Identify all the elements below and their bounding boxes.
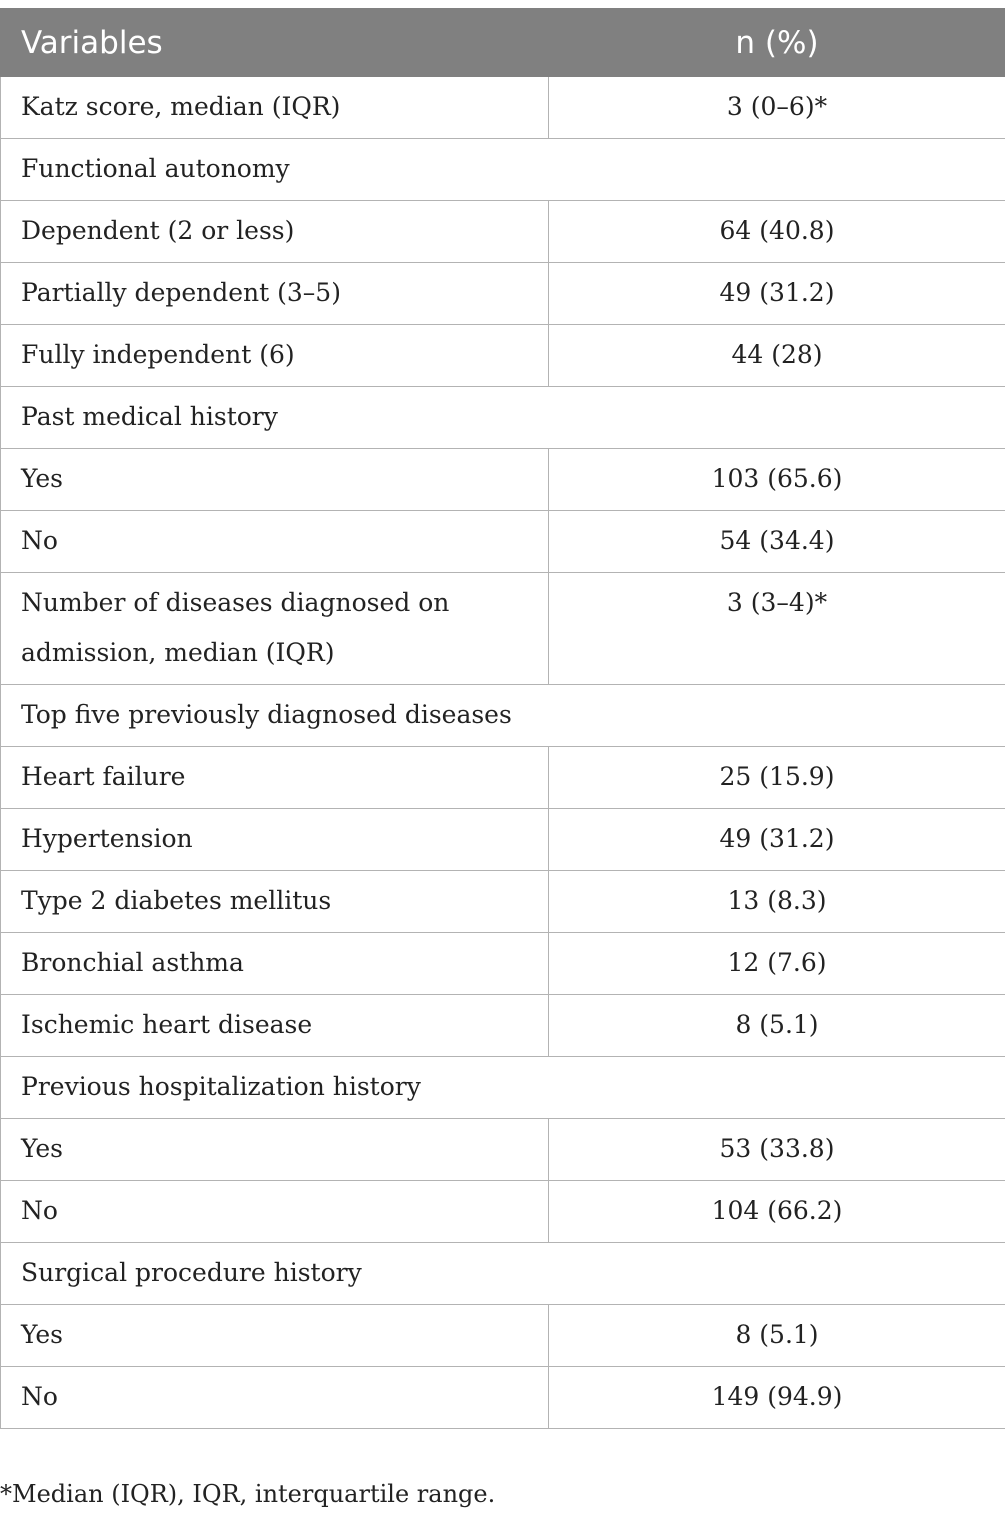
table-row bbox=[1, 1181, 1005, 1243]
row-label: Dependent (2 or less) bbox=[1, 201, 549, 263]
row-label: No bbox=[1, 1181, 549, 1243]
row-value: 8 (5.1) bbox=[549, 1305, 1005, 1367]
table-row bbox=[1, 511, 1005, 573]
row-label: Katz score, median (IQR) bbox=[1, 77, 549, 139]
row-label: Partially dependent (3–5) bbox=[1, 263, 549, 325]
row-value: 3 (3–4)* bbox=[549, 573, 1005, 685]
section-header-row bbox=[1, 1243, 1005, 1305]
table-row bbox=[1, 871, 1005, 933]
row-value: 44 (28) bbox=[549, 325, 1005, 387]
section-label: Functional autonomy bbox=[1, 139, 1005, 201]
table-footnote: *Median (IQR), IQR, interquartile range. bbox=[0, 1480, 496, 1508]
table-row bbox=[1, 1367, 1005, 1429]
row-value: 104 (66.2) bbox=[549, 1181, 1005, 1243]
row-label: Hypertension bbox=[1, 809, 549, 871]
section-label: Previous hospitalization history bbox=[1, 1057, 1005, 1119]
row-label: Type 2 diabetes mellitus bbox=[1, 871, 549, 933]
row-label: No bbox=[1, 1367, 549, 1429]
row-label: Ischemic heart disease bbox=[1, 995, 549, 1057]
row-label: Bronchial asthma bbox=[1, 933, 549, 995]
table-row bbox=[1, 573, 1005, 685]
table-row bbox=[1, 995, 1005, 1057]
table-row bbox=[1, 201, 1005, 263]
table-row bbox=[1, 1119, 1005, 1181]
row-label: Fully independent (6) bbox=[1, 325, 549, 387]
row-value: 64 (40.8) bbox=[549, 201, 1005, 263]
row-value: 53 (33.8) bbox=[549, 1119, 1005, 1181]
table-row bbox=[1, 1305, 1005, 1367]
table-row bbox=[1, 449, 1005, 511]
table-row bbox=[1, 747, 1005, 809]
data-table bbox=[0, 8, 1005, 1429]
row-label: Yes bbox=[1, 1119, 549, 1181]
row-value: 103 (65.6) bbox=[549, 449, 1005, 511]
row-label: No bbox=[1, 511, 549, 573]
header-variables: Variables bbox=[1, 9, 549, 77]
table-row bbox=[1, 77, 1005, 139]
row-label: Yes bbox=[1, 449, 549, 511]
table-row bbox=[1, 325, 1005, 387]
table-body bbox=[1, 77, 1005, 1429]
row-label: Heart failure bbox=[1, 747, 549, 809]
section-header-row bbox=[1, 685, 1005, 747]
row-value: 12 (7.6) bbox=[549, 933, 1005, 995]
row-value: 149 (94.9) bbox=[549, 1367, 1005, 1429]
section-label: Surgical procedure history bbox=[1, 1243, 1005, 1305]
header-n-percent: n (%) bbox=[549, 9, 1005, 77]
table-row bbox=[1, 809, 1005, 871]
section-label: Past medical history bbox=[1, 387, 1005, 449]
row-value: 25 (15.9) bbox=[549, 747, 1005, 809]
table-row bbox=[1, 933, 1005, 995]
data-table-container bbox=[0, 8, 1005, 1429]
section-header-row bbox=[1, 387, 1005, 449]
row-value: 3 (0–6)* bbox=[549, 77, 1005, 139]
table-row bbox=[1, 263, 1005, 325]
section-header-row bbox=[1, 1057, 1005, 1119]
row-value: 13 (8.3) bbox=[549, 871, 1005, 933]
row-value: 8 (5.1) bbox=[549, 995, 1005, 1057]
row-label: Yes bbox=[1, 1305, 549, 1367]
section-label: Top five previously diagnosed diseases bbox=[1, 685, 1005, 747]
row-label: Number of diseases diagnosed on admission, median (IQR) bbox=[1, 573, 549, 685]
row-value: 54 (34.4) bbox=[549, 511, 1005, 573]
table-header-row bbox=[1, 9, 1005, 77]
section-header-row bbox=[1, 139, 1005, 201]
row-value: 49 (31.2) bbox=[549, 263, 1005, 325]
row-value: 49 (31.2) bbox=[549, 809, 1005, 871]
